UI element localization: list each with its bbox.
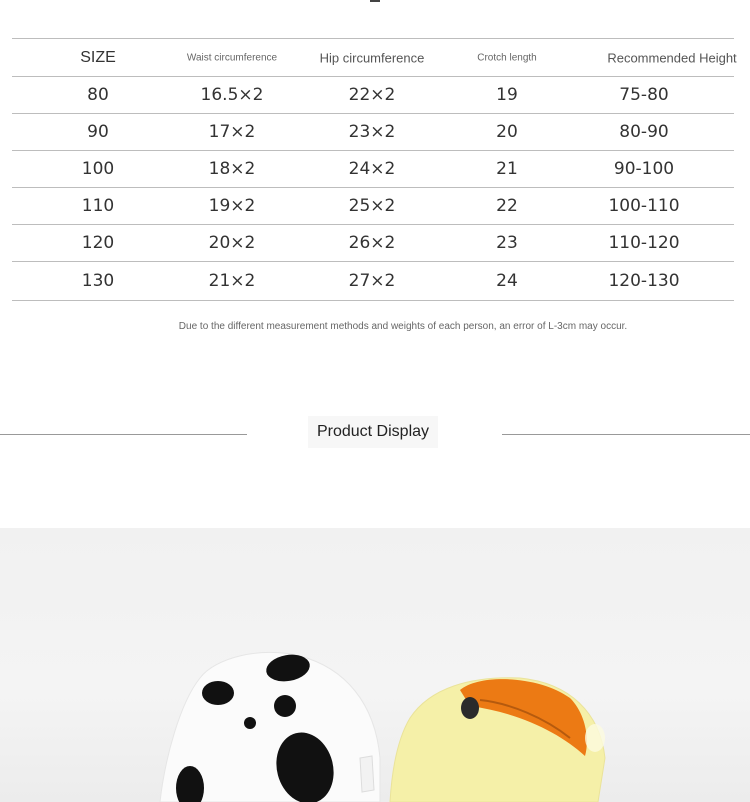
cell-waist: 17×2 (208, 122, 256, 142)
table-header-row (12, 38, 737, 77)
cell-crotch: 23 (496, 233, 518, 253)
cell-height: 110-120 (608, 233, 680, 253)
section-title: Product Display (308, 416, 438, 448)
cell-waist: 16.5×2 (200, 85, 264, 105)
cell-size: 100 (81, 159, 115, 179)
cell-size: 80 (87, 85, 109, 105)
header-crotch: Crotch length (477, 52, 537, 63)
cell-hip: 22×2 (348, 85, 396, 105)
cell-crotch: 24 (496, 271, 518, 291)
cell-hip: 23×2 (348, 122, 396, 142)
product-illustration (0, 528, 750, 802)
header-height: Recommended Height (607, 50, 737, 65)
cell-size: 120 (81, 233, 115, 253)
cell-hip: 24×2 (348, 159, 396, 179)
cell-crotch: 21 (496, 159, 518, 179)
cell-crotch: 19 (496, 85, 518, 105)
cell-size: 110 (81, 196, 115, 216)
table-row (12, 225, 734, 262)
cell-hip: 25×2 (348, 196, 396, 216)
measurement-note: Due to the different measurement methods and weights of each person, an error of L-3cm may occur. (178, 321, 628, 332)
table-row (12, 262, 734, 301)
cell-hip: 26×2 (348, 233, 396, 253)
cell-height: 100-110 (608, 196, 680, 216)
header-size: SIZE (80, 48, 116, 66)
table-row (12, 151, 734, 188)
cell-waist: 18×2 (208, 159, 256, 179)
section-divider-left (0, 434, 247, 435)
section-divider-right (502, 434, 750, 435)
header-waist: Waist circumference (186, 52, 278, 63)
size-chart-table (12, 38, 737, 301)
cell-size: 130 (81, 271, 115, 291)
table-row (12, 114, 734, 151)
cell-height: 90-100 (613, 159, 675, 179)
cell-waist: 19×2 (208, 196, 256, 216)
duck-shoe-image (390, 678, 605, 802)
cell-size: 90 (87, 122, 109, 142)
cell-hip: 27×2 (348, 271, 396, 291)
cell-height: 80-90 (619, 122, 669, 142)
cell-crotch: 22 (496, 196, 518, 216)
cell-crotch: 20 (496, 122, 518, 142)
cell-height: 120-130 (608, 271, 680, 291)
header-hip: Hip circumference (319, 50, 425, 65)
cell-waist: 21×2 (208, 271, 256, 291)
cell-waist: 20×2 (208, 233, 256, 253)
table-row (12, 77, 734, 114)
panda-shoe-image (160, 651, 380, 802)
table-row (12, 188, 734, 225)
cell-height: 75-80 (619, 85, 669, 105)
product-photo (0, 528, 750, 802)
top-divider-mark (370, 0, 380, 2)
